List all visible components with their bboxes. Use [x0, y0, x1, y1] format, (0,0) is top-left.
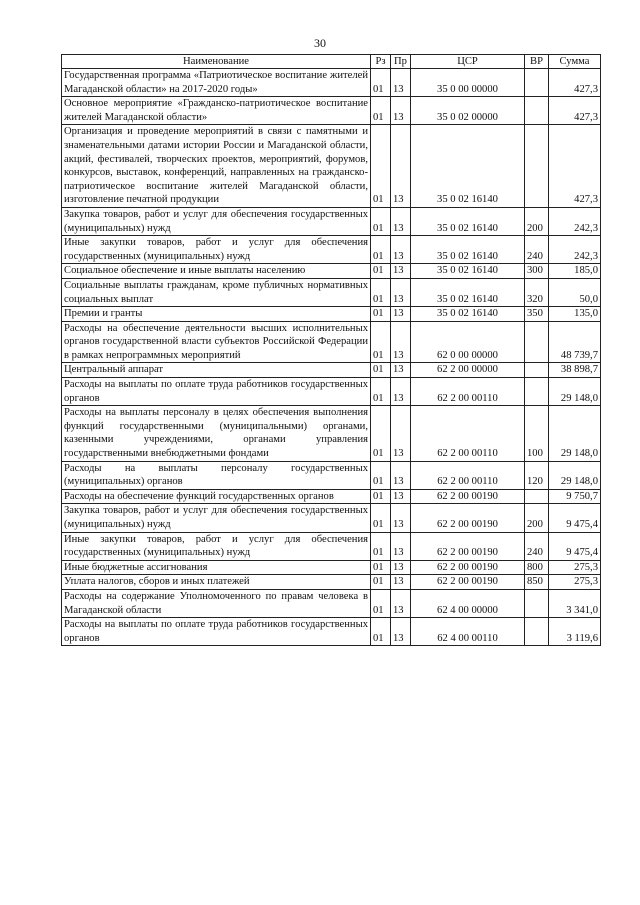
table-row	[62, 589, 601, 617]
cell-sum: 242,3	[549, 236, 601, 264]
cell-csr: 35 0 02 16140	[411, 278, 525, 306]
table-row	[62, 560, 601, 575]
cell-rz: 01	[371, 207, 391, 235]
cell-rz: 01	[371, 589, 391, 617]
cell-pr: 13	[391, 504, 411, 532]
cell-sum: 427,3	[549, 69, 601, 97]
cell-name: Расходы на выплаты по оплате труда работников государственных органов	[62, 618, 371, 646]
cell-sum: 29 148,0	[549, 378, 601, 406]
header-sum: Сумма	[549, 55, 601, 69]
cell-vr: 200	[525, 504, 549, 532]
cell-csr: 62 2 00 00110	[411, 461, 525, 489]
cell-rz: 01	[371, 97, 391, 125]
cell-vr: 300	[525, 264, 549, 279]
cell-pr: 13	[391, 378, 411, 406]
cell-csr: 62 2 00 00000	[411, 363, 525, 378]
cell-vr	[525, 97, 549, 125]
cell-name: Премии и гранты	[62, 307, 371, 322]
cell-rz: 01	[371, 575, 391, 590]
cell-vr: 850	[525, 575, 549, 590]
header-csr: ЦСР	[411, 55, 525, 69]
cell-vr	[525, 378, 549, 406]
cell-pr: 13	[391, 489, 411, 504]
page-number: 30	[314, 36, 326, 50]
table-row	[62, 125, 601, 208]
cell-csr: 62 2 00 00110	[411, 378, 525, 406]
cell-name: Иные закупки товаров, работ и услуг для обеспечения государственных (муниципальных) нужд	[62, 236, 371, 264]
cell-sum: 275,3	[549, 575, 601, 590]
cell-pr: 13	[391, 278, 411, 306]
cell-vr: 240	[525, 236, 549, 264]
cell-csr: 35 0 02 16140	[411, 125, 525, 208]
cell-name: Социальные выплаты гражданам, кроме публичных нормативных социальных выплат	[62, 278, 371, 306]
cell-name: Уплата налогов, сборов и иных платежей	[62, 575, 371, 590]
cell-rz: 01	[371, 363, 391, 378]
cell-name: Иные бюджетные ассигнования	[62, 560, 371, 575]
cell-sum: 3 341,0	[549, 589, 601, 617]
cell-sum: 9 750,7	[549, 489, 601, 504]
cell-rz: 01	[371, 69, 391, 97]
cell-pr: 13	[391, 97, 411, 125]
cell-rz: 01	[371, 321, 391, 363]
table-row	[62, 618, 601, 646]
cell-name: Центральный аппарат	[62, 363, 371, 378]
cell-pr: 13	[391, 207, 411, 235]
cell-rz: 01	[371, 461, 391, 489]
table-row	[62, 278, 601, 306]
cell-csr: 62 2 00 00190	[411, 489, 525, 504]
table-row	[62, 489, 601, 504]
cell-csr: 62 2 00 00190	[411, 504, 525, 532]
cell-csr: 35 0 02 16140	[411, 307, 525, 322]
header-pr: Пр	[391, 55, 411, 69]
cell-rz: 01	[371, 264, 391, 279]
cell-sum: 135,0	[549, 307, 601, 322]
cell-rz: 01	[371, 236, 391, 264]
table-row	[62, 406, 601, 461]
table-row	[62, 97, 601, 125]
header-rz: Рз	[371, 55, 391, 69]
cell-vr: 320	[525, 278, 549, 306]
cell-vr: 120	[525, 461, 549, 489]
cell-sum: 29 148,0	[549, 461, 601, 489]
cell-vr: 240	[525, 532, 549, 560]
cell-pr: 13	[391, 575, 411, 590]
table-row	[62, 378, 601, 406]
cell-pr: 13	[391, 321, 411, 363]
cell-name: Закупка товаров, работ и услуг для обеспечения государственных (муниципальных) нужд	[62, 207, 371, 235]
cell-csr: 35 0 02 16140	[411, 236, 525, 264]
cell-sum: 29 148,0	[549, 406, 601, 461]
cell-csr: 62 4 00 00110	[411, 618, 525, 646]
cell-name: Социальное обеспечение и иные выплаты населению	[62, 264, 371, 279]
cell-rz: 01	[371, 504, 391, 532]
cell-rz: 01	[371, 532, 391, 560]
budget-table	[61, 54, 601, 646]
table-row	[62, 461, 601, 489]
cell-vr: 100	[525, 406, 549, 461]
cell-sum: 38 898,7	[549, 363, 601, 378]
cell-vr	[525, 489, 549, 504]
table-body	[62, 69, 601, 646]
cell-rz: 01	[371, 489, 391, 504]
cell-rz: 01	[371, 125, 391, 208]
cell-csr: 62 0 00 00000	[411, 321, 525, 363]
cell-sum: 48 739,7	[549, 321, 601, 363]
cell-sum: 242,3	[549, 207, 601, 235]
cell-csr: 35 0 00 00000	[411, 69, 525, 97]
cell-sum: 427,3	[549, 97, 601, 125]
cell-pr: 13	[391, 125, 411, 208]
cell-pr: 13	[391, 618, 411, 646]
cell-pr: 13	[391, 532, 411, 560]
cell-pr: 13	[391, 363, 411, 378]
cell-sum: 9 475,4	[549, 532, 601, 560]
header-vr: ВР	[525, 55, 549, 69]
cell-pr: 13	[391, 461, 411, 489]
header-row	[62, 55, 601, 69]
cell-pr: 13	[391, 69, 411, 97]
cell-csr: 35 0 02 00000	[411, 97, 525, 125]
cell-name: Основное мероприятие «Гражданско-патриотическое воспитание жителей Магаданской области»	[62, 97, 371, 125]
cell-csr: 62 4 00 00000	[411, 589, 525, 617]
cell-name: Закупка товаров, работ и услуг для обеспечения государственных (муниципальных) нужд	[62, 504, 371, 532]
cell-csr: 35 0 02 16140	[411, 264, 525, 279]
cell-rz: 01	[371, 560, 391, 575]
cell-name: Расходы на содержание Уполномоченного по правам человека в Магаданской области	[62, 589, 371, 617]
cell-sum: 427,3	[549, 125, 601, 208]
table-header	[62, 55, 601, 69]
table-row	[62, 575, 601, 590]
cell-name: Иные закупки товаров, работ и услуг для обеспечения государственных (муниципальных) нужд	[62, 532, 371, 560]
header-name: Наименование	[62, 55, 371, 69]
cell-csr: 62 2 00 00190	[411, 575, 525, 590]
cell-vr	[525, 69, 549, 97]
table-row	[62, 264, 601, 279]
table-row	[62, 363, 601, 378]
cell-rz: 01	[371, 378, 391, 406]
cell-name: Государственная программа «Патриотическое воспитание жителей Магаданской области» на 2017-2020 годы»	[62, 69, 371, 97]
cell-sum: 3 119,6	[549, 618, 601, 646]
cell-csr: 62 2 00 00190	[411, 532, 525, 560]
cell-vr	[525, 363, 549, 378]
cell-vr: 800	[525, 560, 549, 575]
cell-name: Расходы на выплаты персоналу государственных (муниципальных) органов	[62, 461, 371, 489]
cell-csr: 62 2 00 00190	[411, 560, 525, 575]
cell-sum: 275,3	[549, 560, 601, 575]
table-row	[62, 307, 601, 322]
cell-csr: 35 0 02 16140	[411, 207, 525, 235]
cell-name: Расходы на выплаты по оплате труда работников государственных органов	[62, 378, 371, 406]
cell-pr: 13	[391, 406, 411, 461]
cell-sum: 185,0	[549, 264, 601, 279]
table-row	[62, 532, 601, 560]
cell-name: Организация и проведение мероприятий в связи с памятными и знаменательными датами истории России и Магаданской области, акций, фестивалей, творческих проектов, мероприятий, форумов, конкурсов, выставок, конференций, направленных на гражданско-патриотическое воспитание жителей Магаданской области, изготовление печатной продукции	[62, 125, 371, 208]
cell-vr	[525, 125, 549, 208]
table-row	[62, 69, 601, 97]
cell-rz: 01	[371, 406, 391, 461]
cell-sum: 9 475,4	[549, 504, 601, 532]
cell-rz: 01	[371, 618, 391, 646]
cell-pr: 13	[391, 307, 411, 322]
table-row	[62, 207, 601, 235]
cell-name: Расходы на обеспечение функций государственных органов	[62, 489, 371, 504]
table-row	[62, 321, 601, 363]
cell-rz: 01	[371, 307, 391, 322]
cell-sum: 50,0	[549, 278, 601, 306]
cell-vr	[525, 618, 549, 646]
cell-vr: 350	[525, 307, 549, 322]
table-row	[62, 236, 601, 264]
cell-csr: 62 2 00 00110	[411, 406, 525, 461]
table-row	[62, 504, 601, 532]
cell-vr	[525, 589, 549, 617]
cell-pr: 13	[391, 560, 411, 575]
cell-vr	[525, 321, 549, 363]
cell-name: Расходы на обеспечение деятельности высших исполнительных органов государственной власти субъектов Российской Федерации в рамках непрограммных мероприятий	[62, 321, 371, 363]
cell-pr: 13	[391, 236, 411, 264]
cell-pr: 13	[391, 589, 411, 617]
cell-pr: 13	[391, 264, 411, 279]
cell-rz: 01	[371, 278, 391, 306]
cell-name: Расходы на выплаты персоналу в целях обеспечения выполнения функций государственными (муниципальными) органами, казенными учреждениями, органами управления государственными внебюджетными фондами	[62, 406, 371, 461]
cell-vr: 200	[525, 207, 549, 235]
